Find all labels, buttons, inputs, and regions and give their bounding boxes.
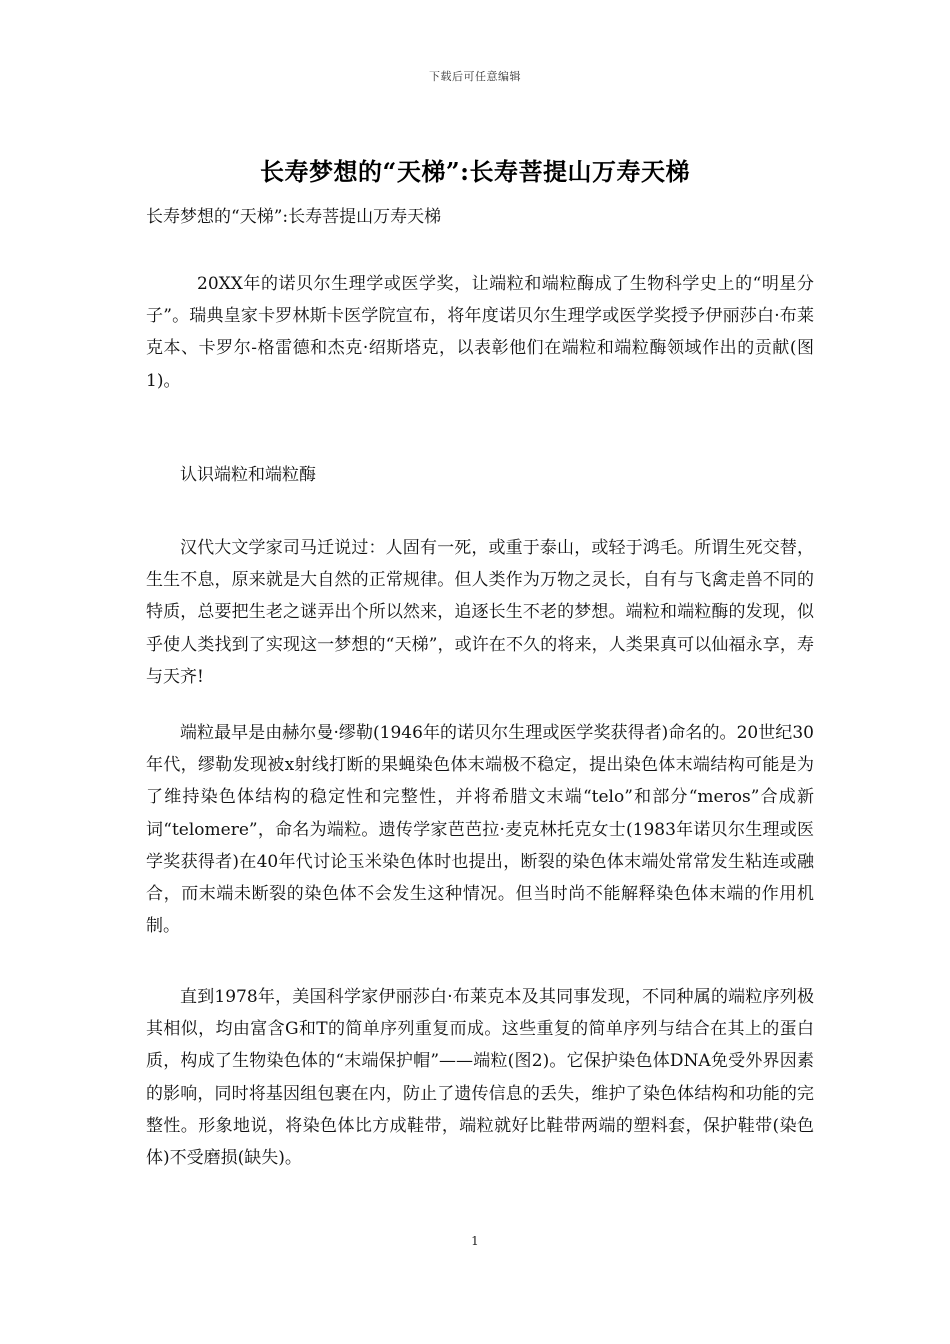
paragraph-sima-qian: 汉代大文学家司马迁说过：人固有一死，或重于泰山，或轻于鸿毛。所谓生死交替，生生不息，原来就是大自然的正常规律。但人类作为万物之灵长，自有与飞禽走兽不同的特质，总要把生老之谜弄出个所以然来，追逐长生不老的梦想。端粒和端粒酶的发现，似乎使人类找到了实现这一梦想的“天梯”，或许在不久的将来，人类果真可以仙福永享，寿与天齐! xyxy=(146,538,814,687)
paragraph-intro: 20XX年的诺贝尔生理学或医学奖，让端粒和端粒酶成了生物科学史上的“明星分子”。瑞典皇家卡罗林斯卡医学院宣布，将年度诺贝尔生理学或医学奖授予伊丽莎白·布莱克本、卡罗尔-格雷德和杰克·绍斯塔克，以表彰他们在端粒和端粒酶领域作出的贡献(图1)。 xyxy=(146,274,814,391)
document-subtitle: 长寿梦想的“天梯”:长寿菩提山万寿天梯 xyxy=(146,207,442,227)
paragraph-muller: 端粒最早是由赫尔曼·缪勒(1946年的诺贝尔生理或医学奖获得者)命名的。20世纪30年代，缪勒发现被x射线打断的果蝇染色体末端极不稳定，提出染色体末端结构可能是为了维持染色体结构的稳定性和完整性，并将希腊文末端“telo”和部分“meros”合成新词“telomere”，命名为端粒。遗传学家芭芭拉·麦克林托克女士(1983年诺贝尔生理或医学奖获得者)在40年代讨论玉米染色体时也提出，断裂的染色体末端处常常发生粘连或融合，而末端未断裂的染色体不会发生这种情况。但当时尚不能解释染色体末端的作用机制。 xyxy=(146,723,814,937)
document-title: 长寿梦想的“天梯”:长寿菩提山万寿天梯 xyxy=(260,157,690,186)
header-note: 下载后可任意编辑 xyxy=(429,70,521,83)
paragraph-blackburn: 直到1978年，美国科学家伊丽莎白·布莱克本及其同事发现，不同种属的端粒序列极其相似，均由富含G和T的简单序列重复而成。这些重复的简单序列与结合在其上的蛋白质，构成了生物染色体的“末端保护帽”——端粒(图2)。它保护染色体DNA免受外界因素的影响，同时将基因组包裹在内，防止了遗传信息的丢失，维护了染色体结构和功能的完整性。形象地说，将染色体比方成鞋带，端粒就好比鞋带两端的塑料套，保护鞋带(染色体)不受磨损(缺失)。 xyxy=(146,987,814,1169)
section-heading: 认识端粒和端粒酶 xyxy=(180,465,316,485)
page-number: 1 xyxy=(471,1234,479,1248)
